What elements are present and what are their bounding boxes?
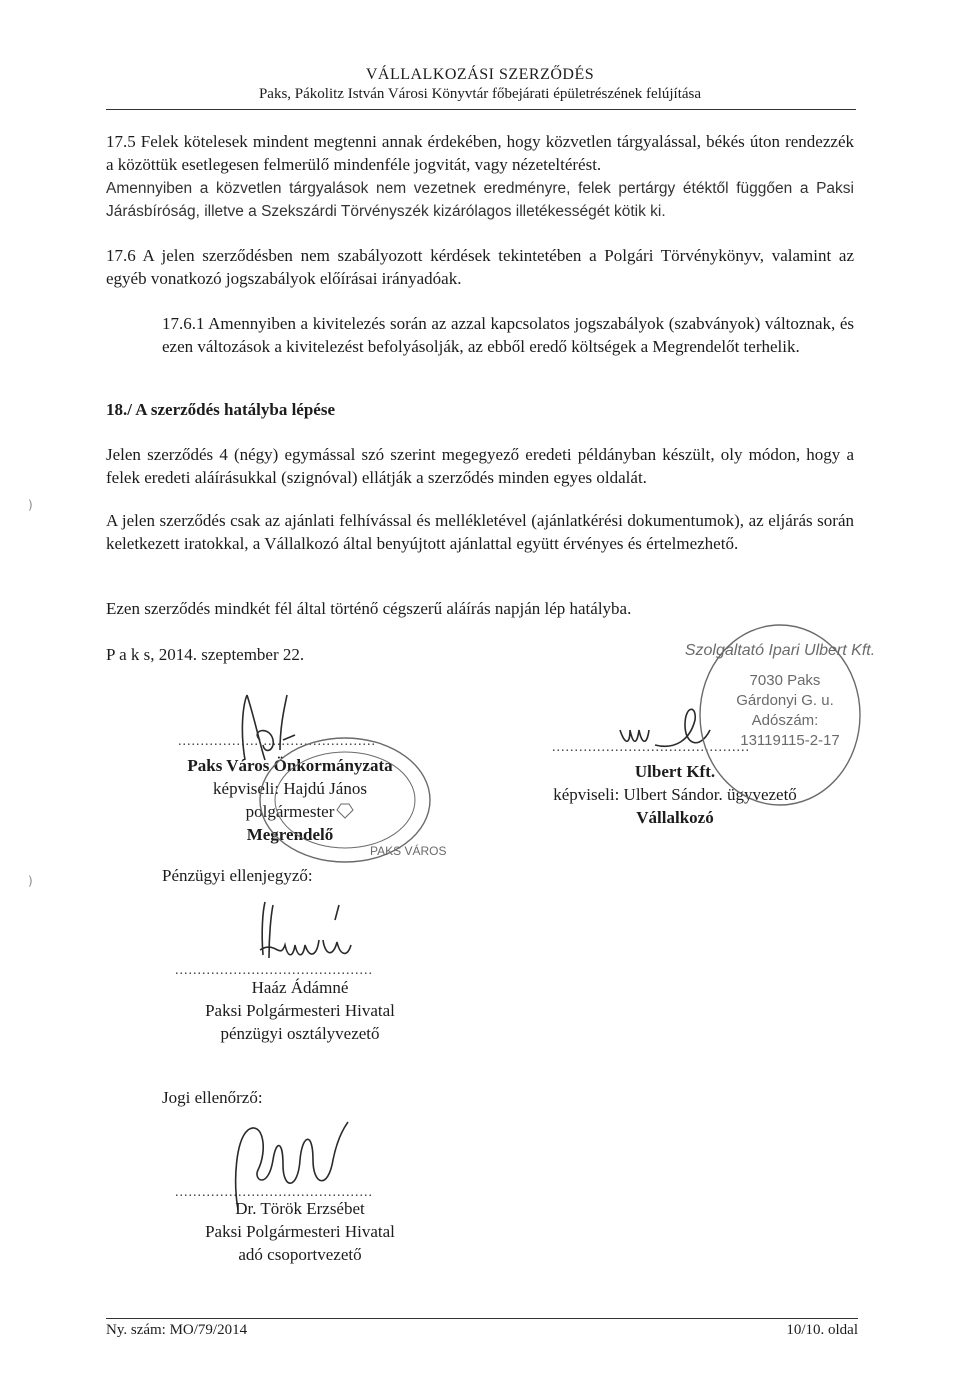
punch-hole-mark: ) (28, 874, 33, 888)
footer-divider (106, 1318, 858, 1319)
contractor-representative: képviseli: Ulbert Sándor. ügyvezető (553, 785, 797, 804)
client-party-label: Megrendelő (246, 825, 334, 844)
finance-label: Pénzügyi ellenjegyző: (162, 866, 313, 885)
page-number: 10/10. oldal (786, 1322, 858, 1338)
paragraph-18-validity: A jelen szerződés csak az ajánlati felhívással és mellékletével (ajánlatkérési dokumentumok), az eljárás során keletkezett iratokkal, a Vállalkozó által benyújtott ajánlattal együtt érvényes és értelmezhető. (106, 511, 854, 553)
finance-signatory (150, 976, 450, 1045)
document-subtitle: Paks, Pákolitz István Városi Könyvtár főbejárati épületrészének felújítása (258, 86, 702, 102)
finance-signatory-role: pénzügyi osztályvezető (220, 1024, 380, 1043)
signature-line-finance: ............................................ (175, 963, 373, 978)
stamp-line-1: 7030 Paks (749, 672, 821, 689)
signature-line-legal: ............................................ (175, 1185, 373, 1200)
stamp-left-text: PAKS VÁROS (370, 844, 447, 858)
legal-signatory-office: Paksi Polgármesteri Hivatal (205, 1222, 395, 1241)
legal-signatory (150, 1197, 450, 1266)
signature-line-left: ............................................ (178, 734, 376, 749)
legal-signatory-role: adó csoportvezető (238, 1245, 362, 1264)
paragraph-18-effective: Ezen szerződés mindkét fél által történő cégszerű aláírás napján lép hatályba. (106, 599, 632, 618)
paragraph-17-5-continued: Amennyiben a közvetlen tárgyalások nem vezetnek eredményre, felek pertárgy étéktől függően a Paksi Járásbíróság, illetve a Szekszárdi Törvényszék kizárólagos illetékességét kötik ki. (106, 180, 854, 220)
place-and-date: P a k s, 2014. szeptember 22. (106, 645, 305, 664)
document-title: VÁLLALKOZÁSI SZERZŐDÉS (365, 66, 595, 83)
paragraph-17-5: 17.5 Felek kötelesek mindent megtenni annak érdekében, hogy közvetlen tárgyalással, békés úton rendezzék a közöttük esetlegesen felmerülő mindenféle jogvitát, vagy nézeteltérést. (106, 132, 854, 174)
handwritten-signature-finance (255, 900, 365, 965)
document-reference-number: Ny. szám: MO/79/2014 (106, 1322, 248, 1338)
client-representative-title: polgármester (245, 802, 335, 821)
client-representative: képviseli: Hajdú János (213, 779, 367, 798)
punch-hole-mark: ) (28, 498, 33, 512)
stamp-line-3: Adószám: (751, 712, 819, 729)
legal-label: Jogi ellenőrző: (162, 1088, 263, 1107)
finance-signatory-office: Paksi Polgármesteri Hivatal (205, 1001, 395, 1020)
company-stamp-right (684, 615, 876, 815)
stamp-line-2: Gárdonyi G. u. (736, 692, 834, 709)
finance-signatory-name: Haáz Ádámné (251, 978, 349, 997)
party-name-client: Paks Város Önkormányzata (187, 756, 393, 775)
signature-line-right: ............................................ (552, 740, 750, 755)
header-divider (106, 109, 856, 110)
official-stamp-left (250, 730, 447, 870)
party-name-contractor: Ulbert Kft. (634, 762, 716, 781)
paragraph-17-6: 17.6 A jelen szerződésben nem szabályozott kérdések tekintetében a Polgári Törvénykönyv, valamint az egyéb vonatkozó jogszabályok előírásai irányadóak. (106, 246, 854, 288)
contractor-party-label: Vállalkozó (636, 808, 714, 827)
paragraph-17-6-1: 17.6.1 Amennyiben a kivitelezés során az azzal kapcsolatos jogszabályok (szabványok) változnak, és ezen változások a kivitelezést befolyásolják, az ebből eredő költségek a Megrendelőt terhelik. (162, 314, 854, 356)
section-18-heading: 18./ A szerződés hatályba lépése (106, 400, 336, 419)
paragraph-18-copies: Jelen szerződés 4 (négy) egymással szó szerint megegyező eredeti példányban készült, oly módon, hogy a felek eredeti aláírásukkal (szignóval) ellátják a szerződés minden egyes oldalát. (106, 445, 854, 487)
legal-signatory-name: Dr. Török Erzsébet (235, 1199, 365, 1218)
stamp-line-4: 13119115-2-17 (740, 732, 840, 749)
stamp-ring-text: Szolgáltató Ipari Ulbert Kft. (684, 642, 876, 659)
